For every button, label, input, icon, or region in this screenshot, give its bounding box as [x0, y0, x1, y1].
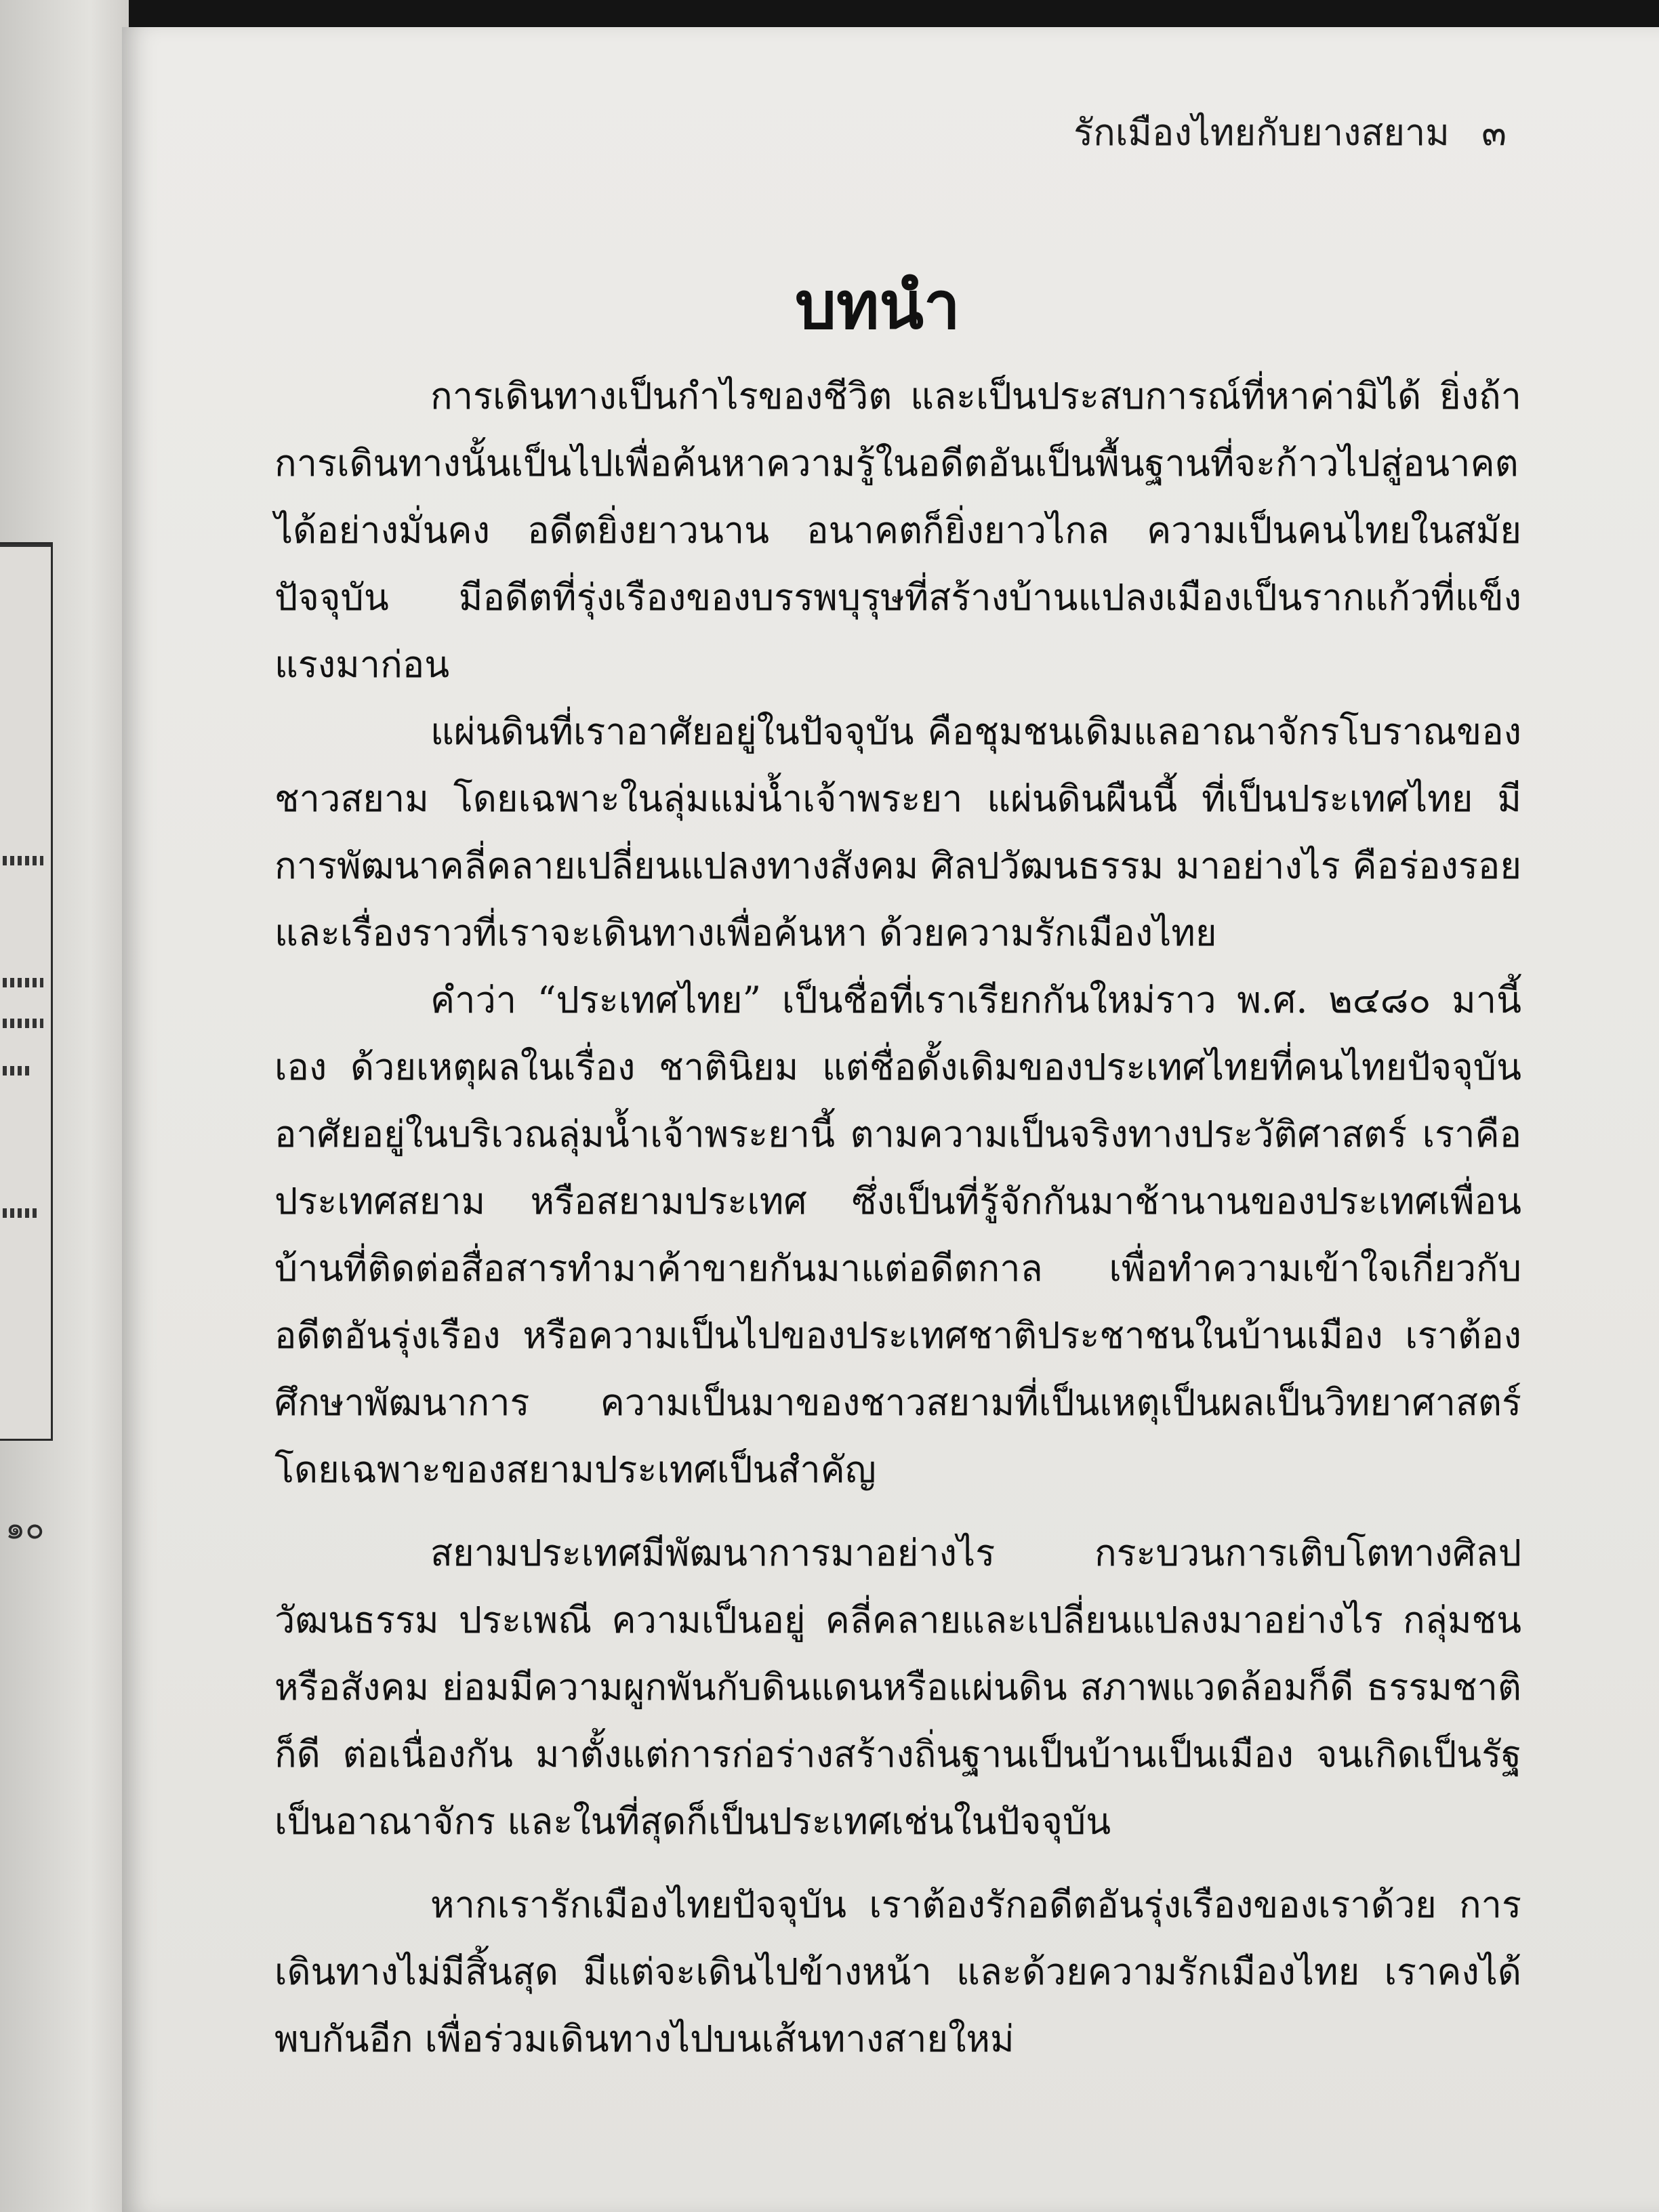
dark-background-edge — [115, 0, 1659, 27]
page-number: ๓ — [1481, 111, 1507, 154]
book-page — [122, 27, 1659, 2212]
paragraph: แผ่นดินที่เราอาศัยอยู่ในปัจจุบัน คือชุมชนเดิมแลอาณาจักรโบราณของชาวสยาม โดยเฉพาะในลุ่มแม่น้ำเจ้าพระยา แผ่นดินผืนนี้ ที่เป็นประเทศไทย มีการพัฒนาคลี่คลายเปลี่ยนแปลงทางสังคม ศิลปวัฒนธรรม มาอย่างไร คือร่องรอยและเรื่องราวที่เราจะเดินทางเพื่อค้นหา ด้วยความรักเมืองไทย — [274, 710, 1521, 954]
facing-page-edge — [0, 0, 129, 2212]
paragraph: หากเรารักเมืองไทยปัจจุบัน เราต้องรักอดีตอันรุ่งเรืองของเราด้วย การเดินทางไม่มีสิ้นสุด มีแต่จะเดินไปข้างหน้า และด้วยความรักเมืองไทย เราคงได้พบกันอีก เพื่อร่วมเดินทางไปบนเส้นทางสายใหม่ — [274, 1883, 1521, 2060]
running-header — [1073, 103, 1507, 161]
map-illustration-fragment — [0, 542, 53, 1441]
chapter-title: บทนำ — [795, 267, 960, 344]
running-header-title: รักเมืองไทยกับยางสยาม — [1073, 111, 1450, 154]
paragraph: สยามประเทศมีพัฒนาการมาอย่างไร กระบวนการเติบโตทางศิลปวัฒนธรรม ประเพณี ความเป็นอยู่ คลี่คลายและเปลี่ยนแปลงมาอย่างไร กลุ่มชนหรือสังคม ย่อมมีความผูกพันกับดินแดนหรือแผ่นดิน สภาพแวดล้อมก็ดี ธรรมชาติก็ดี ต่อเนื่องกัน มาตั้งแต่การก่อร่างสร้างถิ่นฐานเป็นบ้านเป็นเมือง จนเกิดเป็นรัฐ เป็นอาณาจักร และในที่สุดก็เป็นประเทศเช่นในปัจจุบัน — [274, 1532, 1522, 1843]
paragraph: การเดินทางเป็นกำไรของชีวิต และเป็นประสบการณ์ที่หาค่ามิได้ ยิ่งถ้าการเดินทางนั้นเป็นไปเพื่อค้นหาความรู้ในอดีตอันเป็นพื้นฐานที่จะก้าวไปสู่อนาคตได้อย่างมั่นคง อดีตยิ่งยาวนาน อนาคตก็ยิ่งยาวไกล ความเป็นคนไทยในสมัยปัจจุบัน มีอดีตที่รุ่งเรืองของบรรพบุรุษที่สร้างบ้านแปลงเมืองเป็นรากแก้วที่แข็งแรงมาก่อน — [274, 375, 1521, 686]
body-text — [274, 363, 1521, 2072]
left-page-number: ๑๐ — [5, 1509, 45, 1546]
paragraph: คำว่า “ประเทศไทย” เป็นชื่อที่เราเรียกกันใหม่ราว พ.ศ. ๒๔๘๐ มานี้เอง ด้วยเหตุผลในเรื่อง ชาตินิยม แต่ชื่อดั้งเดิมของประเทศไทยที่คนไทยปัจจุบันอาศัยอยู่ในบริเวณลุ่มน้ำเจ้าพระยานี้ ตามความเป็นจริงทางประวัติศาสตร์ เราคือ ประเทศสยาม หรือสยามประเทศ ซึ่งเป็นที่รู้จักกันมาช้านานของประเทศเพื่อนบ้านที่ติดต่อสื่อสารทำมาค้าขายกันมาแต่อดีตกาล เพื่อทำความเข้าใจเกี่ยวกับอดีตอันรุ่งเรือง หรือความเป็นไปของประเทศชาติประชาชนในบ้านเมือง เราต้องศึกษาพัฒนาการ ความเป็นมาของชาวสยามที่เป็นเหตุเป็นผลเป็นวิทยาศาสตร์ โดยเฉพาะของสยามประเทศเป็นสำคัญ — [274, 979, 1521, 1491]
